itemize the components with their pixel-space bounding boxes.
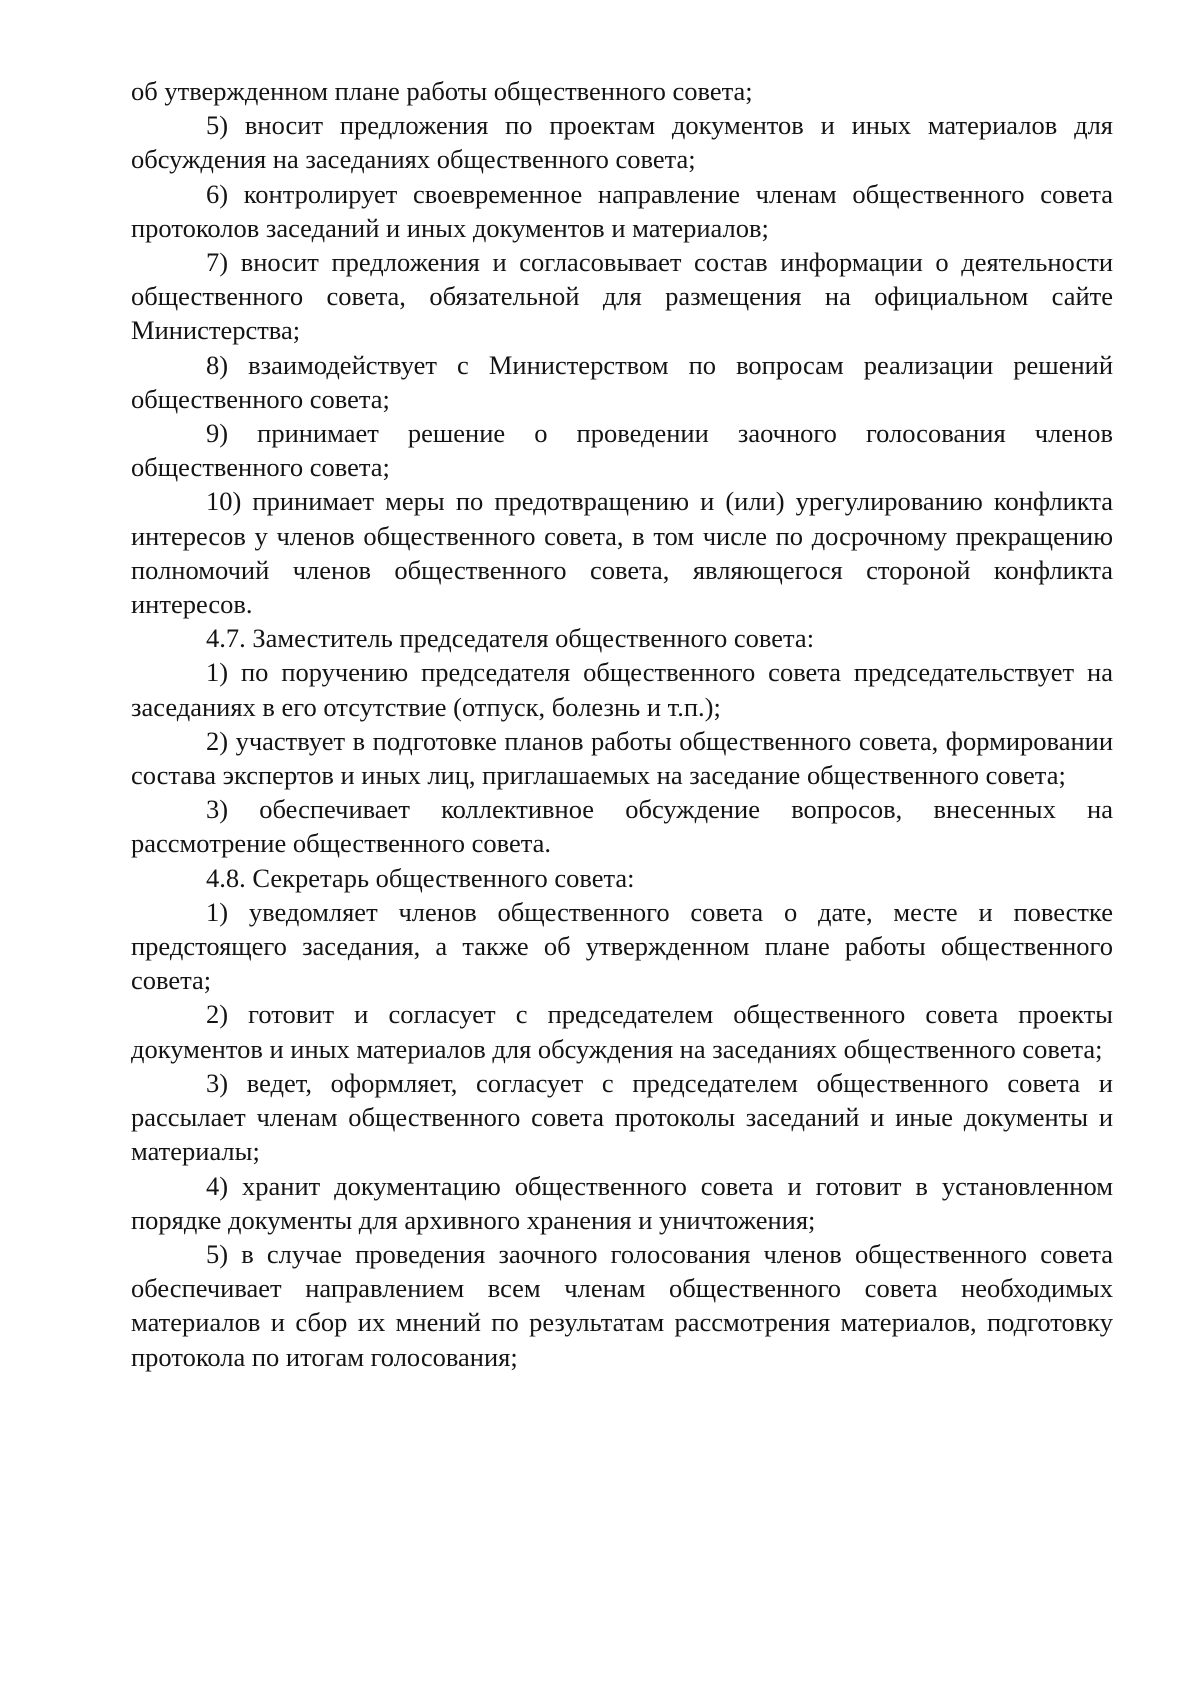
paragraph-continuation: об утвержденном плане работы общественного совета; [131, 76, 753, 106]
paragraph-item-9-voting: 9) принимает решение о проведении заочного голосования членов общественного совета; [131, 418, 1113, 483]
paragraph-item-10-conflict: 10) принимает меры по предотвращению и (или) урегулированию конфликта интересов у членов общественного совета, в том числе по досрочному прекращению полномочий членов общественного совета, являющегося стороной конфликта интересов. [131, 486, 1113, 620]
document-page [131, 74, 1113, 1374]
paragraph-secretary-item-2: 2) готовит и согласует с председателем общественного совета проекты документов и иных материалов для обсуждения на заседаниях общественного совета; [131, 999, 1113, 1064]
paragraph-secretary-item-1: 1) уведомляет членов общественного совета о дате, месте и повестке предстоящего заседания, а также об утвержденном плане работы общественного совета; [131, 896, 1113, 996]
paragraph-deputy-item-1: 1) по поручению председателя общественного совета председательствует на заседаниях в его отсутствие (отпуск, болезнь и т.п.); [131, 657, 1113, 722]
paragraph-secretary-item-5: 5) в случае проведения заочного голосования членов общественного совета обеспечивает направлением всем членам общественного совета необходимых материалов и сбор их мнений по результатам рассмотрения материалов, подготовку протокола по итогам голосования; [131, 1238, 1113, 1372]
section-heading-4-7: 4.7. Заместитель председателя общественного совета: [206, 623, 815, 654]
paragraph-item-5-proposals: 5) вносит предложения по проектам документов и иных материалов для обсуждения на заседаниях общественного совета; [131, 110, 1113, 175]
section-heading-4-8: 4.8. Секретарь общественного совета: [206, 862, 635, 893]
paragraph-item-8-interaction: 8) взаимодействует с Министерством по вопросам реализации решений общественного совета; [131, 349, 1113, 414]
paragraph-item-6-controls: 6) контролирует своевременное направление членам общественного совета протоколов заседаний и иных документов и материалов; [131, 178, 1113, 243]
paragraph-item-7-information: 7) вносит предложения и согласовывает состав информации о деятельности общественного совета, обязательной для размещения на официальном сайте Министерства; [131, 247, 1113, 346]
paragraph-deputy-item-3: 3) обеспечивает коллективное обсуждение вопросов, внесенных на рассмотрение общественного совета. [131, 794, 1113, 859]
paragraph-secretary-item-3: 3) ведет, оформляет, согласует с председателем общественного совета и рассылает членам общественного совета протоколы заседаний и иные документы и материалы; [131, 1067, 1113, 1167]
paragraph-deputy-item-2: 2) участвует в подготовке планов работы общественного совета, формировании состава экспертов и иных лиц, приглашаемых на заседание общественного совета; [131, 725, 1113, 791]
paragraph-secretary-item-4: 4) хранит документацию общественного совета и готовит в установленном порядке документы для архивного хранения и уничтожения; [131, 1170, 1113, 1235]
